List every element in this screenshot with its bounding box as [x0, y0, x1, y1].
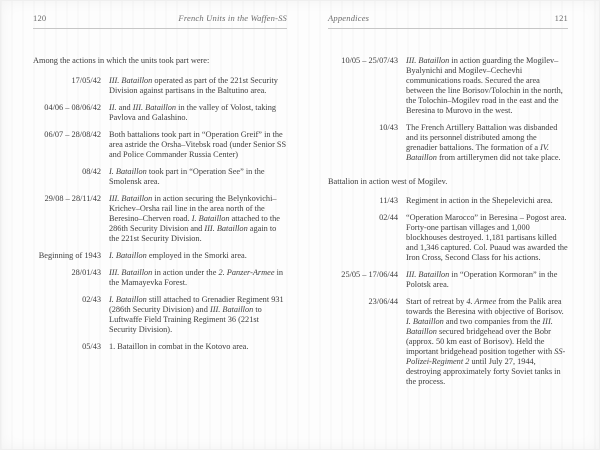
entry-text: Regiment in action in the Shepelevichi area.	[406, 196, 553, 205]
left-running-title: French Units in the Waffen-SS	[178, 13, 287, 23]
entry-date: Beginning of 1943	[38, 251, 101, 260]
entry-row	[33, 76, 287, 96]
entry-date: 06/07 – 28/08/42	[44, 130, 101, 139]
entry-text: III. Bataillon in action securing the Belynkovichi–Krichev–Orsha rail line in the area north of the Beresino–Cherven road. I. Bataillon attached to the 286th Security Division and III. Bataillon again to the 221st Security Division.	[109, 194, 280, 243]
left-entries-list	[33, 76, 287, 352]
entry-row	[33, 130, 287, 160]
page-right	[328, 13, 568, 394]
page-left	[33, 13, 287, 359]
entry-date: 17/05/42	[71, 76, 101, 85]
entry-date: 25/05 – 17/06/44	[341, 270, 398, 279]
entry-row	[328, 297, 568, 387]
entry-row	[328, 213, 568, 263]
entry-date: 10/05 – 25/07/43	[341, 56, 398, 65]
right-entries-list-bottom	[328, 196, 568, 387]
entry-text: III. Bataillon in action under the 2. Panzer-Armee in the Mamayevka Forest.	[109, 268, 284, 287]
entry-text: III. Bataillon operated as part of the 221st Security Division against partisans in the Baltutino area.	[109, 76, 278, 95]
entry-text: The French Artillery Battalion was disbanded and its personnel distributed among the grenadier battalions. The formation of a IV. Bataillon from artillerymen did not take place.	[406, 123, 561, 162]
entry-date: 28/01/43	[71, 268, 101, 277]
entry-text: II. and III. Bataillon in the valley of Volost, taking Pavlova and Galashino.	[109, 103, 277, 122]
entry-date: 05/43	[82, 342, 101, 351]
entry-row	[33, 103, 287, 123]
entry-text: I. Bataillon employed in the Smorki area.	[109, 251, 247, 260]
left-running-head	[33, 13, 287, 29]
entry-date: 11/43	[379, 196, 398, 205]
entry-row	[328, 196, 568, 206]
entry-date: 23/06/44	[368, 297, 398, 306]
entry-date: 02/43	[82, 295, 101, 304]
right-page-body	[328, 56, 568, 387]
entry-date: 29/08 – 28/11/42	[44, 194, 101, 203]
entry-row	[33, 251, 287, 261]
section-heading: Battalion in action west of Mogilev.	[328, 177, 448, 186]
entry-date: 04/06 – 08/06/42	[44, 103, 101, 112]
entry-text: III. Bataillon in action guarding the Mogilev–Byalynichi and Mogilev–Cechevhi communications roads. Secured the area between the line Borisov/Tolochin in the north, the Tolochin–Mogilev road in the east and the Beresina to Murovo in the west.	[406, 56, 563, 115]
entry-row	[33, 167, 287, 187]
entry-row	[328, 123, 568, 163]
entry-date: 10/43	[379, 123, 398, 132]
entry-row	[328, 270, 568, 290]
left-page-body	[33, 56, 287, 352]
entry-text: Start of retreat by 4. Armee from the Palik area towards the Beresina with objective of Borisov. I. Bataillon and two companies from the III. Bataillon secured bridgehead over the Bobr (approx. 50 km east of Borisov). Held the important bridgehead position together with SS-Polizei-Regiment 2 until July 27, 1944, destroying approximately forty Soviet tanks in the process.	[406, 297, 566, 386]
entry-row	[33, 194, 287, 244]
entry-date: 02/44	[379, 213, 398, 222]
right-running-head	[328, 13, 568, 29]
right-entries-list-top	[328, 56, 568, 163]
entry-text: Both battalions took part in “Operation Greif” in the area astride the Orsha–Vitebsk road (under Senior SS and Police Commander Russia Center)	[109, 130, 287, 159]
entry-row	[33, 295, 287, 335]
entry-row	[33, 268, 287, 288]
entry-text: I. Bataillon took part in “Operation See” in the Smolensk area.	[109, 167, 265, 186]
entry-row	[33, 342, 287, 352]
entry-text: “Operation Marocco” in Beresina – Pogost area. Forty-one partisan villages and 1,000 blockhouses destroyed. 1,181 partisans killed and 1,346 captured. Col. Puaud was awarded the Iron Cross, Second Class for his actions.	[406, 213, 568, 262]
intro-text: Among the actions in which the units took part were:	[33, 56, 210, 65]
entry-text: 1. Bataillon in combat in the Kotovo area.	[109, 342, 249, 351]
right-running-title: Appendices	[328, 13, 370, 23]
right-page-number: 121	[554, 13, 568, 23]
entry-date: 08/42	[82, 167, 101, 176]
entry-row	[328, 56, 568, 116]
left-page-number: 120	[33, 13, 47, 23]
entry-text: I. Bataillon still attached to Grenadier Regiment 931 (286th Security Division) and III. Bataillon to Luftwaffe Field Training Regiment 36 (221st Security Division).	[109, 295, 284, 334]
entry-text: III. Bataillon in “Operation Kormoran” in the Polotsk area.	[406, 270, 558, 289]
